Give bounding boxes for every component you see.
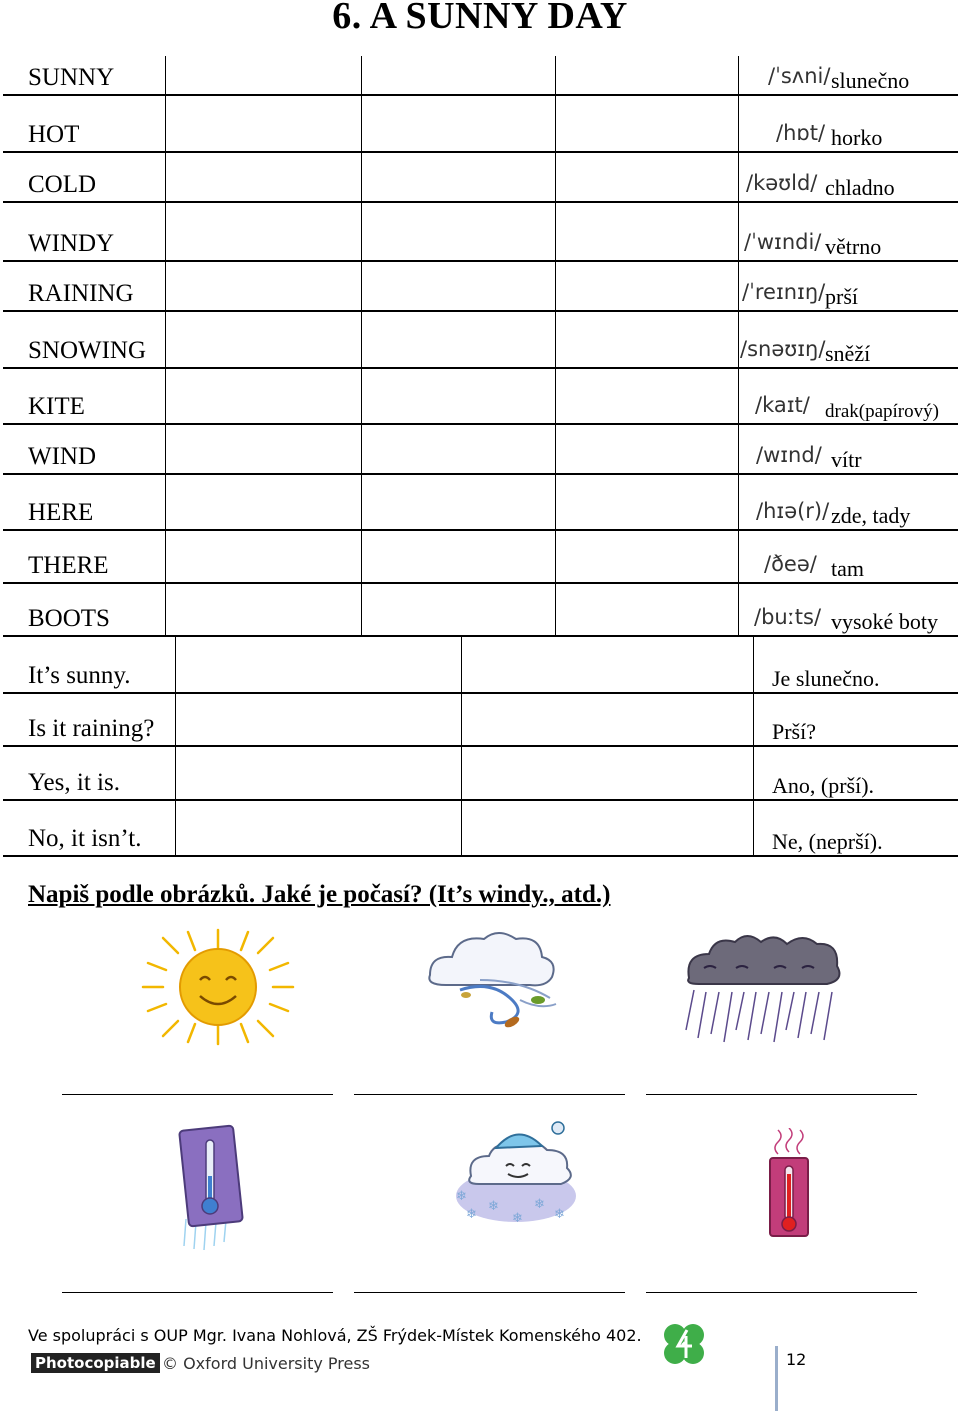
- vocab-pronunciation: /buːts/: [754, 605, 822, 629]
- svg-text:❄: ❄: [466, 1207, 477, 1222]
- svg-text:❄: ❄: [456, 1189, 467, 1204]
- table-row: [3, 96, 958, 153]
- svg-text:❄: ❄: [512, 1211, 523, 1226]
- photocopiable-badge: Photocopiable: [31, 1353, 160, 1373]
- column-divider: [738, 56, 739, 637]
- phrase-english: Is it raining?: [28, 715, 155, 742]
- table-row: [3, 425, 958, 475]
- page-number: 12: [786, 1350, 807, 1369]
- table-row: [3, 369, 958, 425]
- table-row: [3, 637, 958, 694]
- phrase-czech: Ne, (neprší).: [772, 829, 883, 854]
- phrase-czech: Ano, (prší).: [772, 773, 875, 798]
- vocab-translation: tam: [831, 556, 864, 581]
- table-row: [3, 475, 958, 531]
- vocab-translation: horko: [831, 125, 883, 150]
- table-row: [3, 531, 958, 584]
- vocab-word: RAINING: [28, 280, 134, 307]
- answer-line[interactable]: [646, 1094, 917, 1095]
- answer-line[interactable]: [62, 1292, 333, 1293]
- answer-line[interactable]: [354, 1292, 625, 1293]
- footer-credit: Ve spolupráci s OUP Mgr. Ivana Nohlová, ZŠ Frýdek-Místek Komenského 402.: [28, 1326, 642, 1345]
- vocab-translation: zde, tady: [831, 503, 911, 528]
- vocab-word: WINDY: [28, 230, 115, 257]
- vocab-pronunciation: /ˈreɪnɪŋ/: [742, 280, 826, 304]
- column-divider: [753, 637, 754, 857]
- vocab-word: WIND: [28, 443, 97, 470]
- vocab-word: HERE: [28, 499, 94, 526]
- exercise-instruction: Napiš podle obrázků. Jaké je počasí? (It’s windy., atd.): [28, 881, 611, 908]
- svg-text:❄: ❄: [554, 1207, 565, 1222]
- vocab-translation: prší: [825, 284, 858, 309]
- table-row: [3, 56, 958, 96]
- vocab-translation: sněží: [825, 341, 871, 366]
- svg-text:❄: ❄: [488, 1199, 499, 1214]
- publisher-text: © Oxford University Press: [162, 1354, 371, 1373]
- table-row: [3, 801, 958, 857]
- sun-icon: [138, 928, 298, 1051]
- vocab-pronunciation: /kəʊld/: [746, 171, 818, 195]
- svg-text:❄: ❄: [534, 1197, 545, 1212]
- vocab-translation: chladno: [825, 175, 895, 200]
- vocab-word: COLD: [28, 171, 97, 198]
- vocab-pronunciation: /ˈsʌni/: [768, 64, 831, 88]
- table-row: [3, 584, 958, 637]
- vocab-pronunciation: /hɒt/: [776, 121, 826, 145]
- rain-clouds-icon: [684, 930, 844, 1050]
- phrase-english: It’s sunny.: [28, 662, 131, 689]
- page-title: 6. A SUNNY DAY: [332, 0, 628, 37]
- school-logo-icon: [662, 1322, 706, 1371]
- vocab-pronunciation: /snəʊɪŋ/: [740, 337, 826, 361]
- vocab-translation: vítr: [831, 447, 862, 472]
- phrase-english: No, it isn’t.: [28, 825, 142, 852]
- vocab-word: THERE: [28, 552, 109, 579]
- page-number-bar: [775, 1346, 778, 1411]
- vocab-word: SNOWING: [28, 337, 147, 364]
- vocab-word: BOOTS: [28, 605, 110, 632]
- vocab-translation: větrno: [825, 234, 882, 259]
- vocab-translation: vysoké boty: [831, 609, 938, 634]
- table-row: [3, 747, 958, 801]
- column-divider: [165, 56, 166, 637]
- table-row: [3, 203, 958, 262]
- column-divider: [461, 637, 462, 857]
- phrase-english: Yes, it is.: [28, 769, 120, 796]
- vocab-pronunciation: /wɪnd/: [756, 443, 822, 467]
- column-divider: [555, 56, 556, 637]
- column-divider: [175, 637, 176, 857]
- table-row: [3, 262, 958, 312]
- vocab-word: SUNNY: [28, 64, 115, 91]
- answer-line[interactable]: [354, 1094, 625, 1095]
- phrase-czech: Prší?: [772, 719, 816, 744]
- vocab-pronunciation: /kaɪt/: [755, 393, 810, 417]
- answer-line[interactable]: [646, 1292, 917, 1293]
- vocab-pronunciation: /ðeə/: [764, 552, 817, 576]
- vocab-translation: drak(papírový): [825, 401, 939, 422]
- table-row: [3, 153, 958, 203]
- column-divider: [361, 56, 362, 637]
- phrase-czech: Je slunečno.: [772, 666, 880, 691]
- vocab-word: HOT: [28, 121, 80, 148]
- answer-line[interactable]: [62, 1094, 333, 1095]
- table-row: [3, 312, 958, 369]
- vocab-pronunciation: /ˈwɪndi/: [744, 230, 822, 254]
- windy-cloud-icon: [420, 930, 570, 1045]
- cold-thermometer-icon: [176, 1124, 248, 1257]
- vocab-pronunciation: /hɪə(r)/: [756, 499, 830, 523]
- vocab-translation: slunečno: [831, 68, 910, 93]
- table-row: [3, 694, 958, 747]
- snow-cloud-icon: [446, 1118, 581, 1235]
- vocab-word: KITE: [28, 393, 85, 420]
- hot-thermometer-icon: [764, 1128, 814, 1245]
